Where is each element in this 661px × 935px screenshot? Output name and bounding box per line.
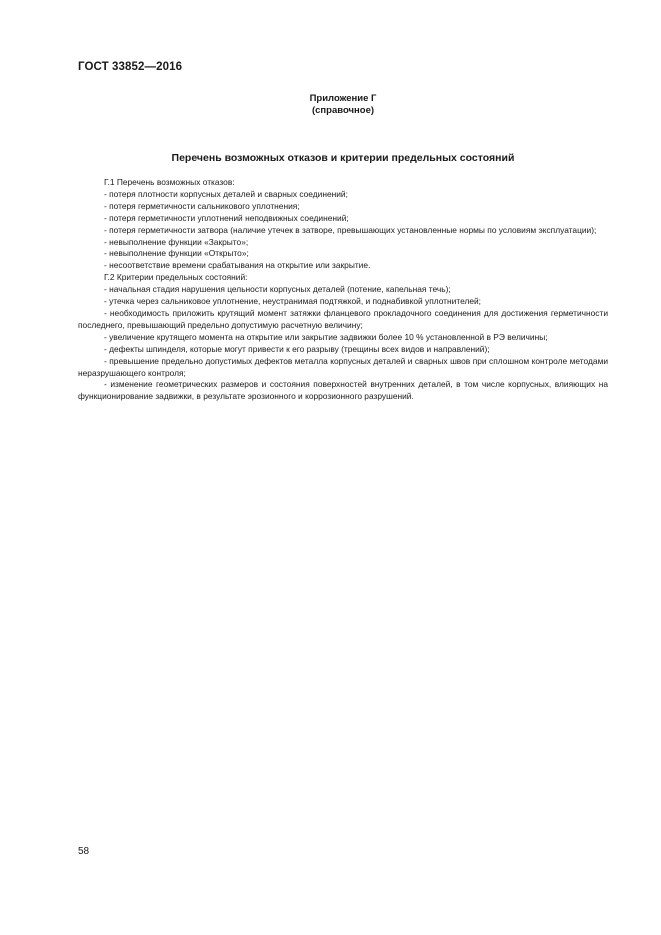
list-item: - изменение геометрических размеров и состояния поверхностей внутренних деталей, в том числе корпусных, влияющих на функционирование задвижки, в результате эрозионного и коррозионного разрушений. [78,379,608,402]
list-item: - невыполнение функции «Открыто»; [104,248,249,259]
list-item: - несоответствие времени срабатывания на открытие или закрытие. [104,260,371,271]
list-item: - дефекты шпинделя, которые могут привести к его разрыву (трещины всех видов и направлений); [104,343,490,354]
list-item: - утечка через сальниковое уплотнение, неустранимая подтяжкой, и поднабивкой уплотнителей; [104,296,481,307]
list-item: - потеря плотности корпусных деталей и сварных соединений; [104,188,348,199]
list-item: - увеличение крутящего момента на открытие или закрытие задвижки более 10 % установленной в РЭ величины; [104,331,548,342]
list-item: - невыполнение функции «Закрыто»; [104,236,249,247]
section-title: Перечень возможных отказов и критерии предельных состояний [171,152,515,164]
body-text [78,177,608,403]
page-number: 58 [78,846,90,857]
paragraph-g1-heading: Г.1 Перечень возможных отказов: [104,177,235,187]
list-item: - потеря герметичности сальникового уплотнения; [104,200,300,211]
appendix-heading [78,93,608,117]
list-item: - потеря герметичности уплотнений неподвижных соединений; [104,212,349,223]
list-item: - начальная стадия нарушения цельности корпусных деталей (потение, капельная течь); [104,284,451,295]
paragraph-g2-heading: Г.2 Критерии предельных состояний: [104,272,248,283]
list-item: - необходимость приложить крутящий момент затяжки фланцевого прокладочного соединения для достижения герметичности последнего, превышающий предельно допустимую расчетную величину; [78,307,608,330]
appendix-title: Приложение Г [309,93,377,104]
document-code: ГОСТ 33852—2016 [78,61,183,73]
list-item: - потеря герметичности затвора (наличие утечек в затворе, превышающих установленные нормы по условиям эксплуатации); [104,224,597,235]
list-item: - превышение предельно допустимых дефектов металла корпусных деталей и сварных швов при сплошном контроле методами неразрушающего контроля; [78,355,608,378]
appendix-subtitle: (справочное) [311,105,375,116]
